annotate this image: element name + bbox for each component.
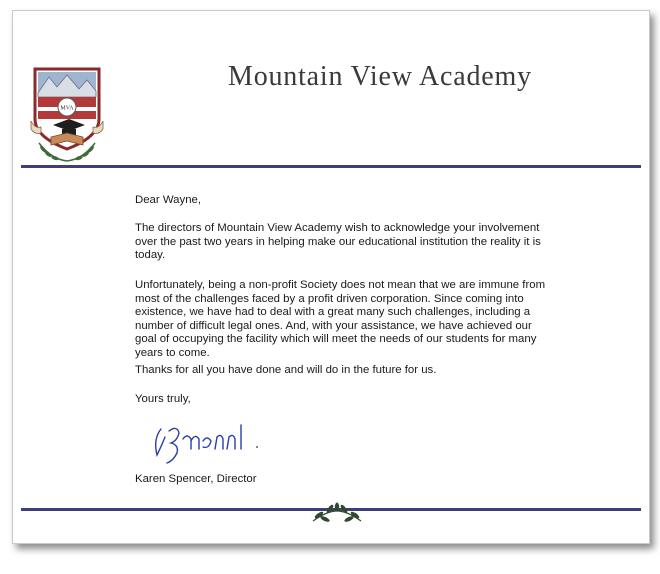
paragraph-thanks: Thanks for all you have done and will do in the future for us. — [135, 364, 437, 376]
academy-name: Mountain View Academy — [228, 61, 532, 92]
paragraph-acknowledgement: The directors of Mountain View Academy wish to acknowledge your involvement over the past two years in helping make our educational institution the reality it is today. — [135, 222, 541, 262]
header-divider — [21, 165, 641, 168]
handwritten-signature — [147, 415, 267, 465]
salutation: Dear Wayne, — [135, 194, 202, 206]
closing: Yours truly, — [135, 393, 191, 405]
academy-crest-logo — [29, 63, 105, 165]
crest-initials: MVA — [60, 105, 74, 112]
laurel-ornament-icon — [309, 499, 365, 525]
signer-name: Karen Spencer, Director — [135, 473, 257, 485]
letter-page — [12, 10, 650, 544]
paragraph-challenges: Unfortunately, being a non-profit Society does not mean that we are immune from most of the challenges faced by a profit driven corporation. Since coming into existence, we have had to deal with a great many such challenges, including a number of difficult legal ones. And, with your assistance, we have achieved our goal of occupying the facility which will meet the needs of our students for many years to come. — [135, 279, 546, 359]
